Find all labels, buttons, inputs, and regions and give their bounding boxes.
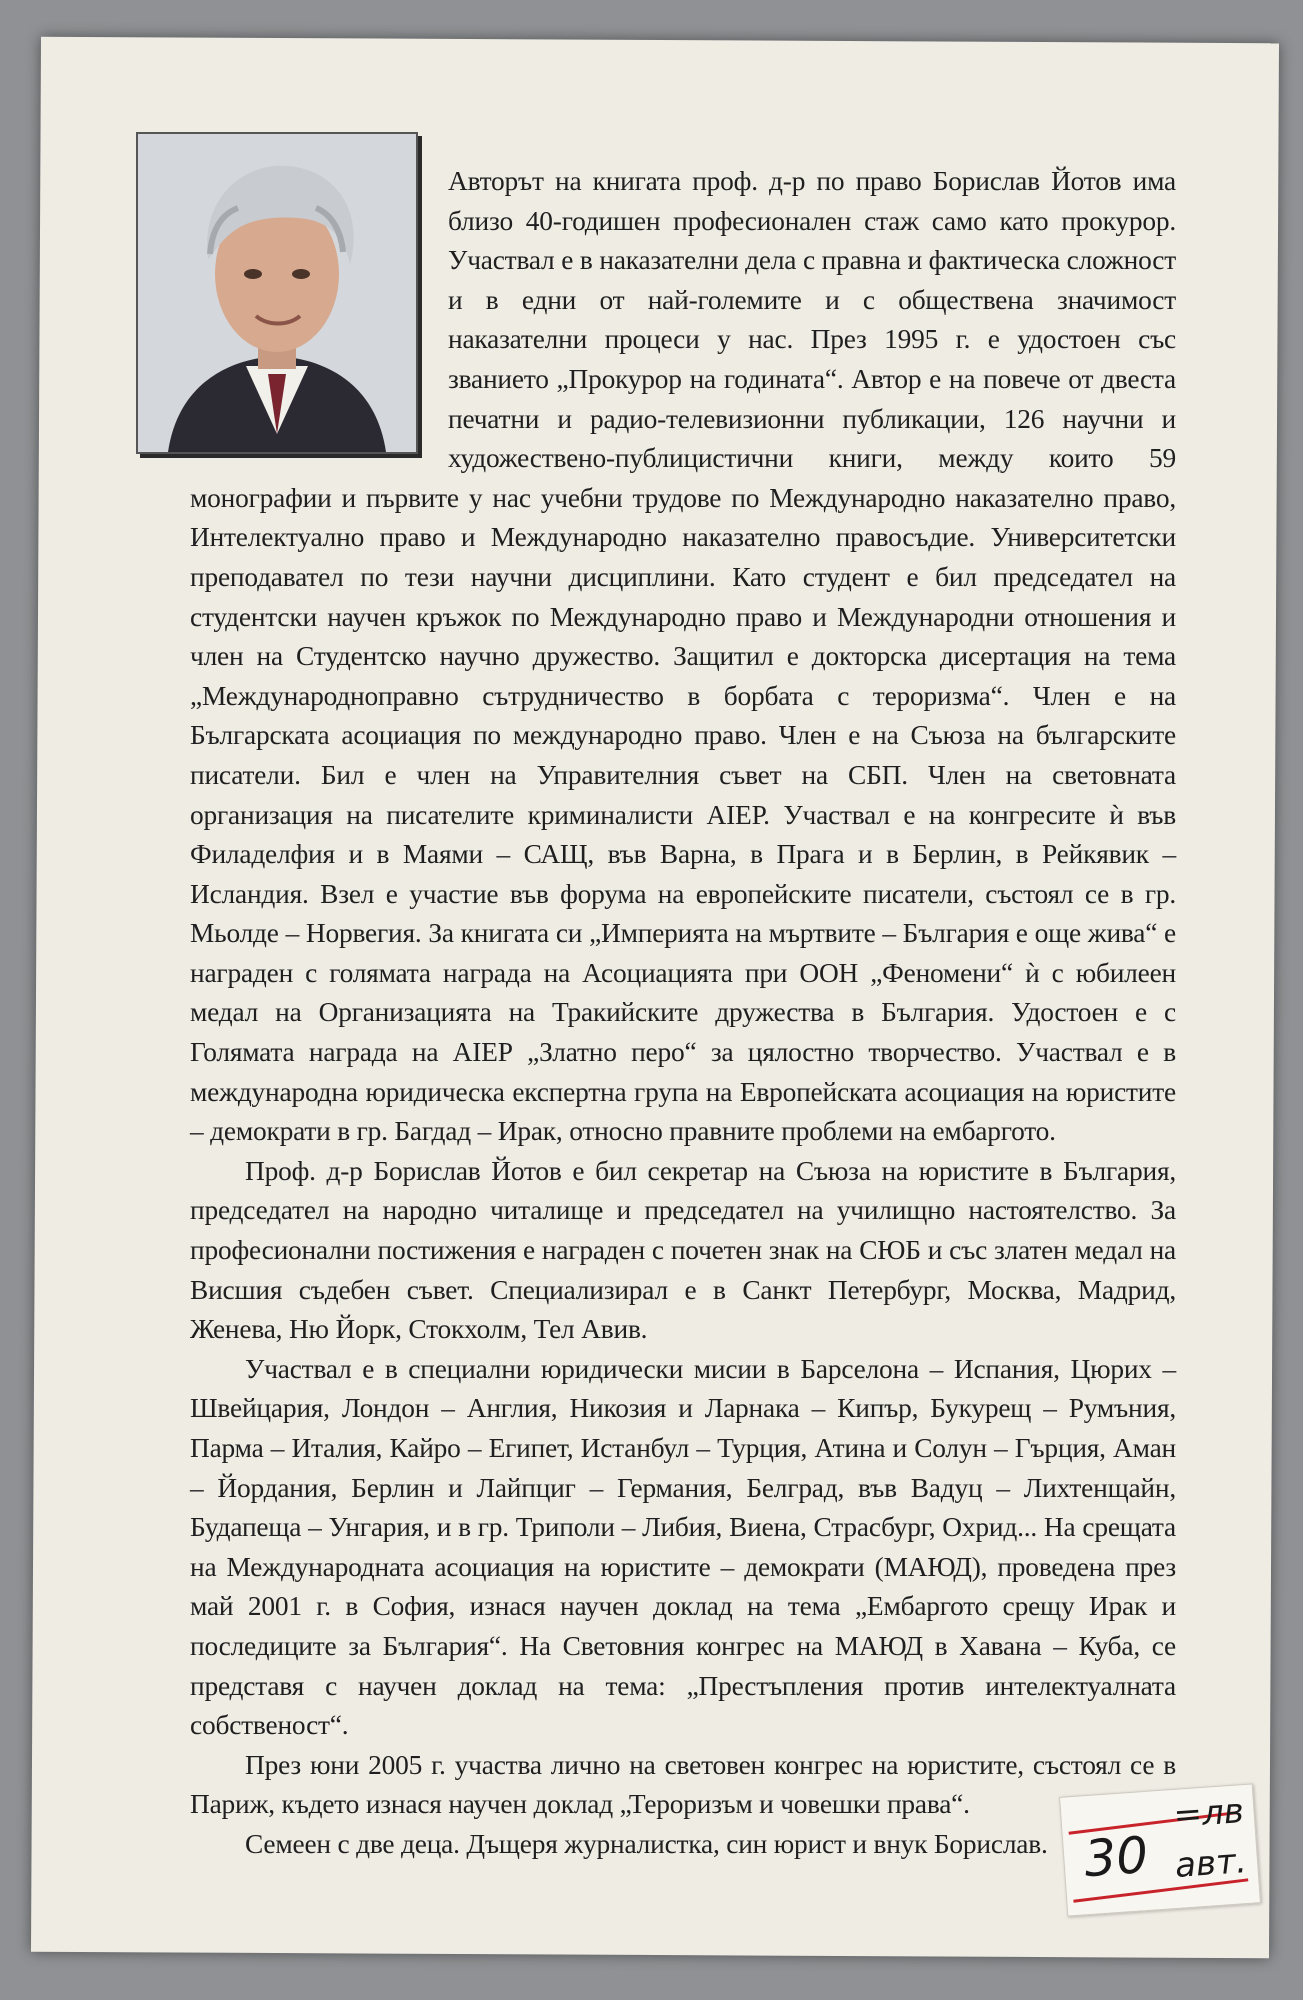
price-value: 30 [1082,1825,1150,1889]
bio-paragraph-5: Семеен с две деца. Дъщеря журналистка, син юрист и внук Борислав. [245,1828,1048,1859]
price-sticker [1059,1783,1261,1916]
portrait-space [190,162,448,478]
bio-paragraph-3: Участвал е в специални юридически мисии в Барселона – Испания, Цюрих – Швейцария, Лондон – Англия, Никозия и Ларнака – Кипър, Букурещ – Румъния, Парма – Италия, Кайро – Египет, Истанбул – Турция, Атина и Солун – Гърция, Аман – Йордания, Берлин и Лайпциг – Германия, Белград, във Вадуц – Лихтенщайн, Будапеща – Унгария, и в гр. Триполи – Либия, Виена, Страсбург, Охрид... На срещата на Международната асоциация на юристите – демократи (МАЮД), проведена през май 2001 г. в София, изнася научен доклад на тема „Ембаргото срещу Ирак и последиците за България“. На Световния конгрес на МАЮД в Хавана – Куба, се представя с научен доклад на тема: „Престъпления против интелектуалната собственост“. [190,1353,1176,1741]
bio-paragraph-1: Авторът на книгата проф. д-р по право Борислав Йотов има близо 40-годишен професионален стаж само като прокурор. Участвал е в наказателни дела с правна и фактическа сложност и в едни от най-големите и с обществена значимост наказателни процеси у нас. През 1995 г. е удостоен със званието „Прокурор на годината“. Автор е на повече от двеста печатни и радио-телевизионни публикации, 126 научни и художествено-публицистични книги, между които 59 монографии и първите у нас учебни трудове по Международно наказателно право, Интелектуално право и Международно наказателно правосъдие. Университетски преподавател по тези научни дисциплини. Като студент е бил председател на студентски научен кръжок по Международно право и Международни отношения и член на Студентско научно дружество. Защитил е докторска дисертация на тема „Международноправно сътрудничество в борбата с тероризма“. Член е на Българската асоциация по международно право. Член е на Съюза на българските писатели. Бил е член на Управителния съвет на СБП. Член на световната организация на писателите криминалисти АIЕР. Участвал е на конгресите ѝ във Филаделфия и в Маями – САЩ, във Варна, в Прага и в Берлин, в Рейкявик – Исландия. Взел е участие във форума на европейските писатели, състоял се в гр. Мьолде – Норвегия. За книгата си „Империята на мъртвите – България е още жива“ е награден с голямата награда на Асоциацията при ООН „Феномени“ ѝ с юбилеен медал на Организацията на Тракийските дружества в България. Удостоен е с Голямата награда на АIЕР „Златно перо“ за цялостно творчество. Участвал е в международна юридическа експертна група на Европейската асоциация на юристите – демократи в гр. Багдад – Ирак, относно правните проблеми на ембаргото. [190,166,1176,1147]
price-author-note: авт. [1173,1841,1248,1886]
bio-paragraph-4: През юни 2005 г. участва лично на световен конгрес на юристите, състоял се в Париж, където изнася научен доклад „Тероризъм и човешки права“. [190,1749,1176,1820]
author-biography [190,162,1176,1865]
bio-paragraph-2: Проф. д-р Борислав Йотов е бил секретар на Съюза на юристите в България, председател на народно читалище и председател на училищно настоятелство. За професионални постижения е награден с почетен знак на СЮБ и със златен медал на Висшия съдебен съвет. Специализирал е в Санкт Петербург, Москва, Мадрид, Женева, Ню Йорк, Стокхолм, Тел Авив. [190,1155,1176,1345]
price-currency-note: =лв [1172,1791,1246,1836]
